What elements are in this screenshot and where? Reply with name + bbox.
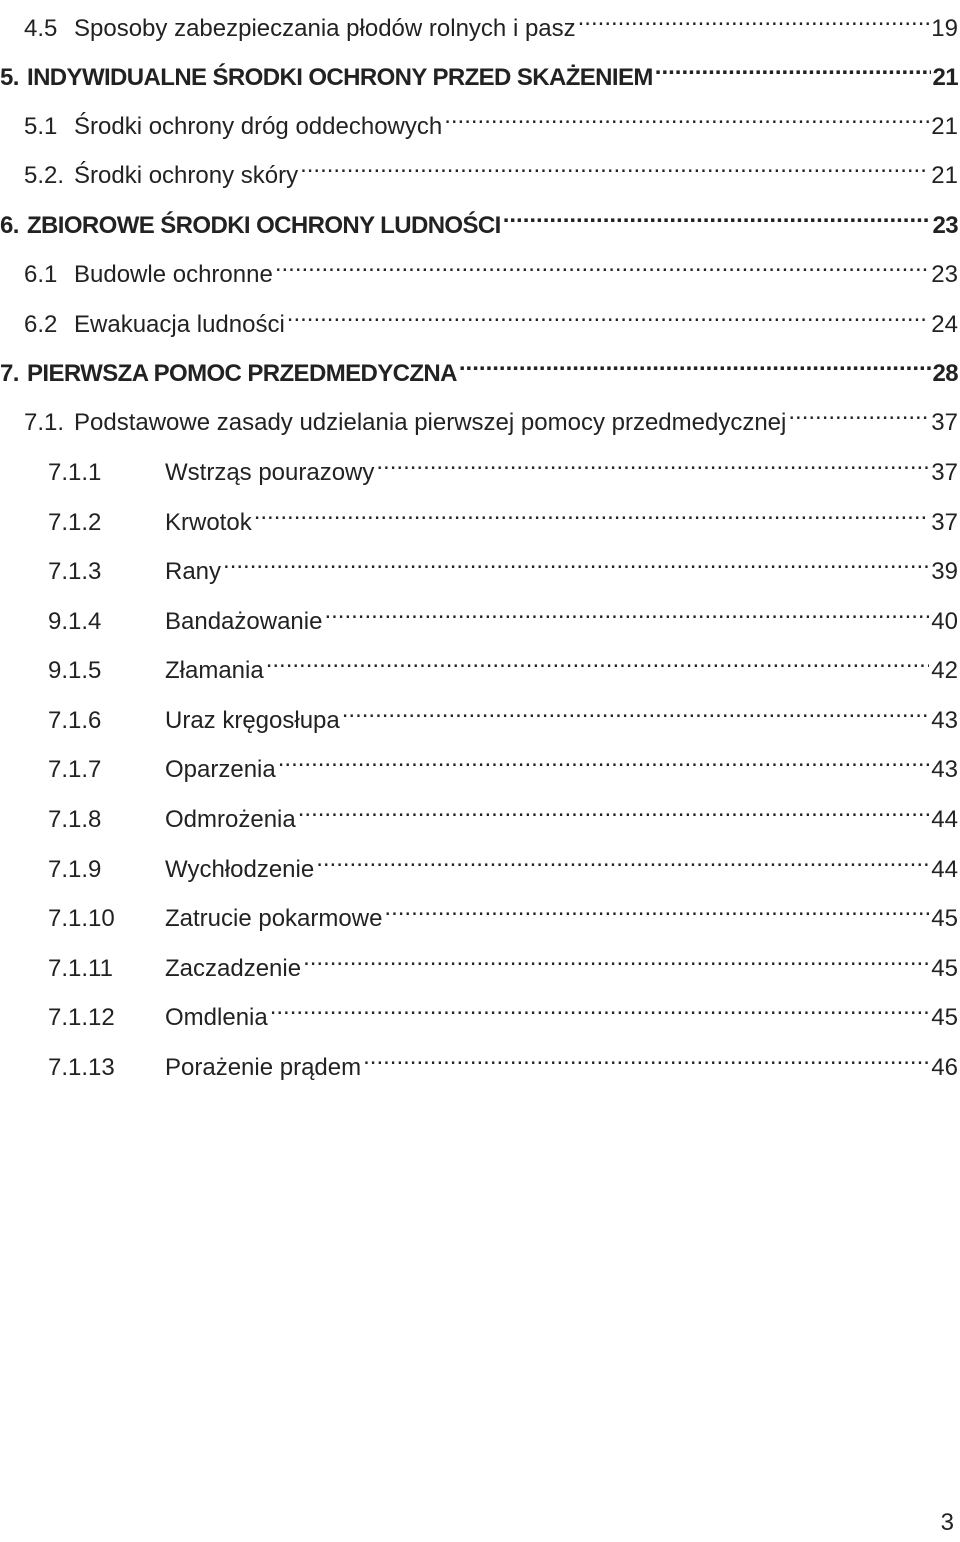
toc-entry-page: 40 — [931, 608, 958, 635]
toc-entry-title: Wychłodzenie — [165, 856, 315, 883]
toc-entry-page: 24 — [931, 311, 958, 338]
toc-entry[interactable] — [48, 642, 958, 684]
toc-entry-number: 7.1.2 — [48, 509, 102, 536]
toc-entry-page: 23 — [931, 261, 958, 288]
toc-dot-leader — [270, 989, 930, 1025]
toc-entry-title: Sposoby zabezpieczania płodów rolnych i pasz — [74, 15, 576, 42]
page-number: 3 — [940, 1509, 954, 1536]
toc-entry-page: 43 — [931, 756, 958, 783]
toc-entry[interactable] — [0, 49, 958, 91]
toc-entry[interactable] — [48, 989, 958, 1031]
toc-entry-number: 5. — [0, 64, 19, 91]
toc-entry-number: 6.1 — [24, 261, 58, 288]
toc-entry[interactable] — [0, 345, 958, 387]
toc-dot-leader — [275, 246, 929, 282]
toc-entry-number: 7.1.12 — [48, 1004, 115, 1031]
toc-entry-title: Wstrząs pourazowy — [165, 459, 375, 486]
toc-entry-title: Podstawowe zasady udzielania pierwszej pomocy przedmedycznej — [74, 409, 787, 436]
toc-entry-number: 5.2. — [24, 162, 65, 189]
toc-entry-title: Środki ochrony dróg oddechowych — [74, 113, 443, 140]
toc-entry-number: 7.1.6 — [48, 707, 102, 734]
toc-entry-number: 7. — [0, 360, 19, 387]
toc-entry-page: 46 — [931, 1054, 958, 1081]
toc-entry-number: 7.1.1 — [48, 459, 102, 486]
toc-entry[interactable] — [48, 940, 958, 982]
toc-entry-title: Porażenie prądem — [165, 1054, 362, 1081]
toc-entry[interactable] — [48, 593, 958, 635]
toc-entry[interactable] — [24, 147, 958, 189]
toc-dot-leader — [444, 98, 929, 134]
toc-entry-page: 37 — [931, 459, 958, 486]
toc-entry[interactable] — [24, 296, 958, 338]
toc-entry-number: 7.1.10 — [48, 905, 115, 932]
toc-entry-title: PIERWSZA POMOC PRZEDMEDYCZNA — [27, 360, 457, 387]
toc-dot-leader — [788, 394, 929, 430]
toc-dot-leader — [303, 940, 929, 976]
toc-entry[interactable] — [24, 394, 958, 436]
toc-entry-page: 43 — [931, 707, 958, 734]
toc-dot-leader — [287, 296, 930, 332]
toc-dot-leader — [298, 791, 930, 827]
toc-entry-number: 7.1.9 — [48, 856, 102, 883]
toc-entry-title: Oparzenia — [165, 756, 276, 783]
toc-entry-page: 21 — [932, 64, 958, 91]
toc-entry[interactable] — [24, 246, 958, 288]
toc-entry[interactable] — [48, 791, 958, 833]
toc-entry-title: Omdlenia — [165, 1004, 268, 1031]
toc-dot-leader — [278, 741, 930, 777]
toc-entry-page: 44 — [931, 806, 958, 833]
toc-entry-title: Bandażowanie — [165, 608, 323, 635]
toc-dot-leader — [384, 890, 929, 926]
toc-entry-number: 9.1.5 — [48, 657, 102, 684]
toc-entry-page: 37 — [931, 509, 958, 536]
toc-entry[interactable] — [48, 692, 958, 734]
toc-entry-page: 42 — [931, 657, 958, 684]
toc-entry-page: 28 — [932, 360, 958, 387]
toc-entry-page: 45 — [931, 955, 958, 982]
toc-entry-page: 21 — [931, 162, 958, 189]
toc-entry-title: Rany — [165, 558, 222, 585]
toc-entry[interactable] — [48, 543, 958, 585]
toc-entry-title: Środki ochrony skóry — [74, 162, 299, 189]
toc-entry-title: Krwotok — [165, 509, 252, 536]
toc-dot-leader — [655, 49, 931, 85]
toc-entry-page: 37 — [931, 409, 958, 436]
toc-entry[interactable] — [48, 1039, 958, 1081]
toc-entry-number: 4.5 — [24, 15, 58, 42]
toc-entry[interactable] — [24, 0, 958, 42]
toc-entry-number: 7.1.8 — [48, 806, 102, 833]
toc-entry-title: INDYWIDUALNE ŚRODKI OCHRONY PRZED SKAŻENIEM — [27, 64, 653, 91]
toc-entry[interactable] — [24, 98, 958, 140]
toc-entry-title: Odmrożenia — [165, 806, 296, 833]
toc-dot-leader — [316, 841, 929, 877]
toc-entry-page: 19 — [931, 15, 958, 42]
toc-entry-title: Ewakuacja ludności — [74, 311, 285, 338]
toc-entry-number: 7.1.13 — [48, 1054, 115, 1081]
toc-dot-leader — [324, 593, 929, 629]
toc-dot-leader — [578, 0, 930, 36]
toc-entry[interactable] — [48, 494, 958, 536]
toc-entry[interactable] — [0, 197, 958, 239]
toc-entry-number: 7.1.3 — [48, 558, 102, 585]
toc-dot-leader — [223, 543, 929, 579]
toc-entry-page: 39 — [931, 558, 958, 585]
toc-entry-page: 23 — [932, 212, 958, 239]
toc-entry-page: 44 — [931, 856, 958, 883]
toc-entry-page: 45 — [931, 1004, 958, 1031]
toc-entry-title: Zaczadzenie — [165, 955, 302, 982]
toc-entry-number: 7.1.7 — [48, 756, 102, 783]
toc-entry-number: 6.2 — [24, 311, 58, 338]
toc-entry[interactable] — [48, 841, 958, 883]
toc-dot-leader — [503, 197, 931, 233]
toc-entry-title: Budowle ochronne — [74, 261, 273, 288]
toc-entry[interactable] — [48, 444, 958, 486]
toc-entry-number: 9.1.4 — [48, 608, 102, 635]
toc-entry-title: Zatrucie pokarmowe — [165, 905, 383, 932]
toc-entry-number: 7.1.11 — [48, 955, 113, 982]
toc-entry-number: 6. — [0, 212, 19, 239]
toc-entry-title: Uraz kręgosłupa — [165, 707, 340, 734]
toc-entry-number: 7.1. — [24, 409, 65, 436]
toc-dot-leader — [342, 692, 930, 728]
toc-dot-leader — [376, 444, 929, 480]
toc-dot-leader — [254, 494, 930, 530]
toc-dot-leader — [266, 642, 930, 678]
toc-entry-number: 5.1 — [24, 113, 58, 140]
toc-entry-page: 21 — [931, 113, 958, 140]
toc-dot-leader — [459, 345, 931, 381]
toc-entry-title: Złamania — [165, 657, 264, 684]
toc-dot-leader — [363, 1039, 929, 1075]
toc-entry-page: 45 — [931, 905, 958, 932]
toc-dot-leader — [300, 147, 929, 183]
toc-entry-title: ZBIOROWE ŚRODKI OCHRONY LUDNOŚCI — [27, 212, 501, 239]
toc-entry[interactable] — [48, 890, 958, 932]
toc-entry[interactable] — [48, 741, 958, 783]
